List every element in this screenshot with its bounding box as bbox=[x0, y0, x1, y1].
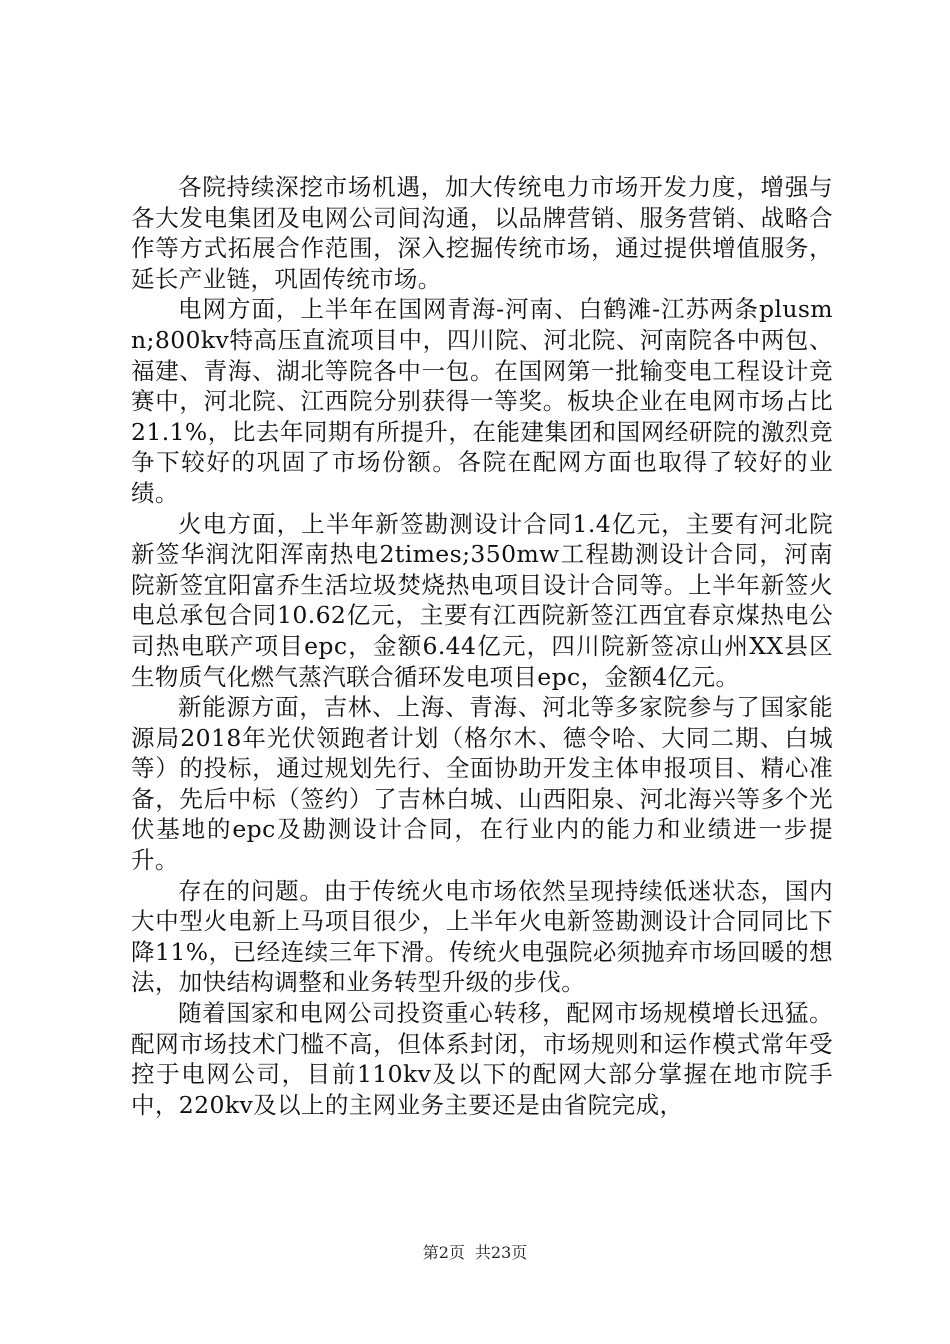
page-number: 第2页 bbox=[422, 1243, 465, 1262]
page-total: 共23页 bbox=[474, 1243, 528, 1262]
paragraph-existing-problems: 存在的问题。由于传统火电市场依然呈现持续低迷状态，国内大中型火电新上马项目很少，上半年火电新签勘测设计合同同比下降11%，已经连续三年下滑。传统火电强院必须抛弃市场回暖的想法，加快结构调整和业务转型升级的步伐。 bbox=[131, 876, 833, 997]
paragraph-thermal-power: 火电方面，上半年新签勘测设计合同1.4亿元，主要有河北院新签华润沈阳浑南热电2times;350mw工程勘测设计合同，河南院新签宜阳富乔生活垃圾焚烧热电项目设计合同等。上半年新签火电总承包合同10.62亿元，主要有江西院新签江西宜春京煤热电公司热电联产项目epc，金额6.44亿元，四川院新签凉山州XX县区生物质气化燃气蒸汽联合循环发电项目epc，金额4亿元。 bbox=[131, 509, 833, 691]
paragraph-new-energy: 新能源方面，吉林、上海、青海、河北等多家院参与了国家能源局2018年光伏领跑者计划（格尔木、德令哈、大同二期、白城等）的投标，通过规划先行、全面协助开发主体申报项目、精心准备，先后中标（签约）了吉林白城、山西阳泉、河北海兴等多个光伏基地的epc及勘测设计合同，在行业内的能力和业绩进一步提升。 bbox=[131, 693, 833, 875]
paragraph-distribution-network: 随着国家和电网公司投资重心转移，配网市场规模增长迅猛。配网市场技术门槛不高，但体系封闭，市场规则和运作模式常年受控于电网公司，目前110kv及以下的配网大部分掌握在地市院手中，220kv及以上的主网业务主要还是由省院完成， bbox=[131, 999, 833, 1119]
paragraph-grid-market-development: 各院持续深挖市场机遇，加大传统电力市场开发力度，增强与各大发电集团及电网公司间沟通，以品牌营销、服务营销、战略合作等方式拓展合作范围，深入挖掘传统市场，通过提供增值服务，延长产业链，巩固传统市场。 bbox=[131, 173, 833, 293]
page-footer bbox=[0, 1243, 950, 1263]
document-body bbox=[131, 172, 833, 1120]
paragraph-power-grid: 电网方面，上半年在国网青海-河南、白鹤滩-江苏两条plusmn;800kv特高压直流项目中，四川院、河北院、河南院各中两包、福建、青海、湖北等院各中一包。在国网第一批输变电工程设计竞赛中，河北院、江西院分别获得一等奖。板块企业在电网市场占比21.1%，比去年同期有所提升，在能建集团和国网经研院的激烈竞争下较好的巩固了市场份额。各院在配网方面也取得了较好的业绩。 bbox=[131, 295, 833, 507]
